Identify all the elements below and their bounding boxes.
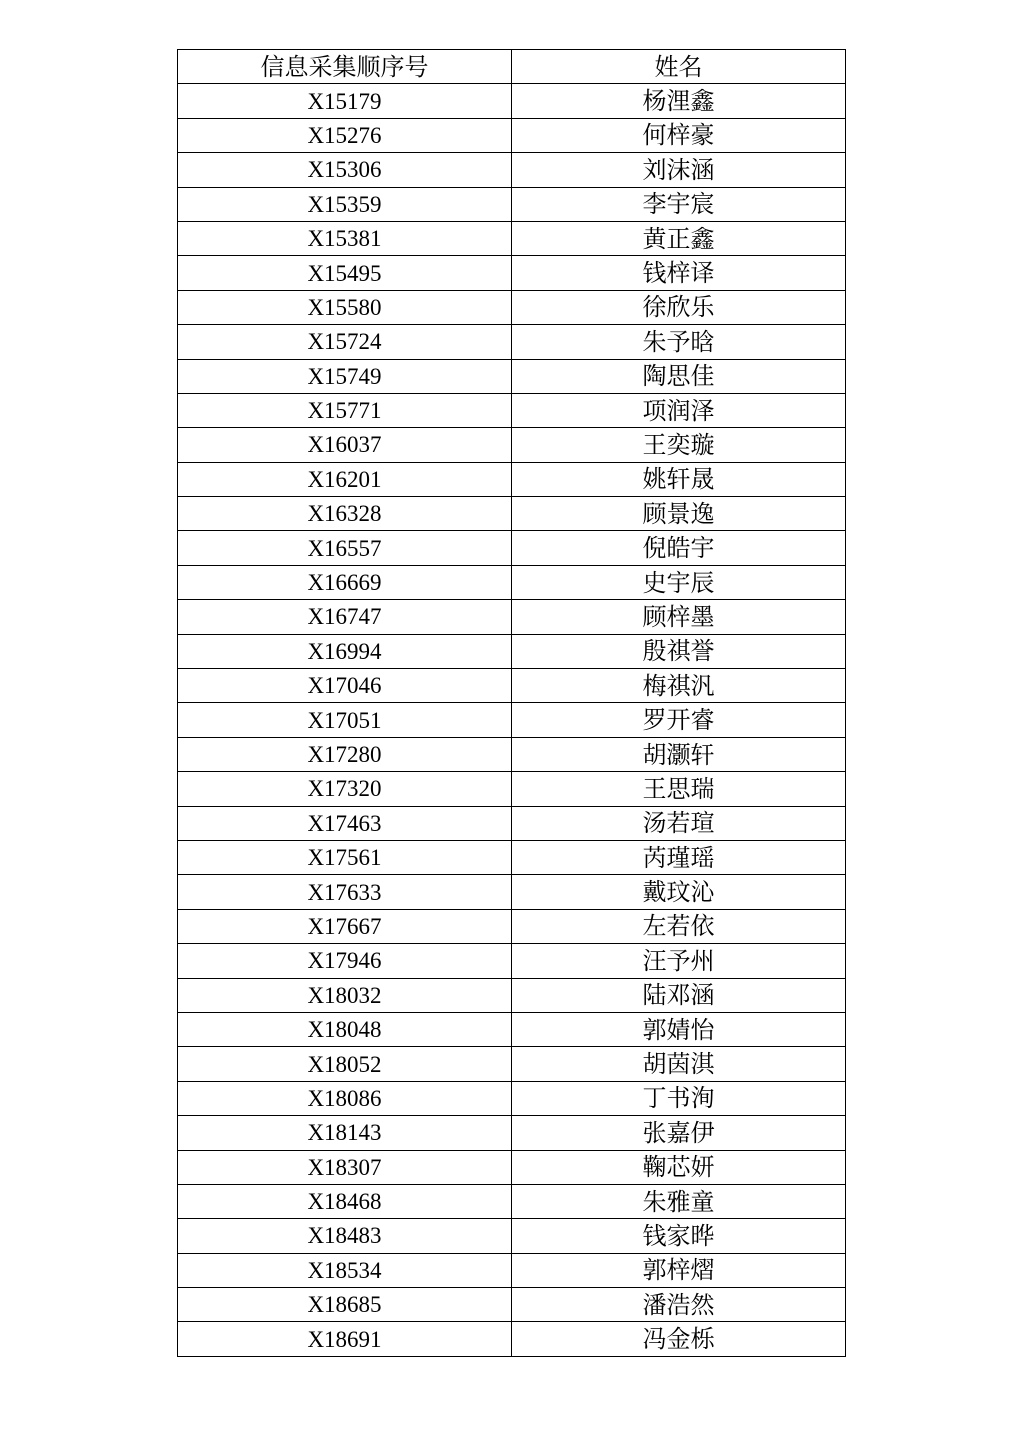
sequence-number-cell: X15306 <box>178 153 512 187</box>
student-name-cell: 钱家晔 <box>512 1219 846 1253</box>
table-row <box>178 1116 846 1150</box>
student-name-cell: 朱雅童 <box>512 1184 846 1218</box>
sequence-number-cell: X18307 <box>178 1150 512 1184</box>
sequence-number-cell: X18086 <box>178 1081 512 1115</box>
sequence-number-cell: X18483 <box>178 1219 512 1253</box>
table-row <box>178 325 846 359</box>
sequence-number-cell: X15381 <box>178 221 512 255</box>
student-name-cell: 郭梓熠 <box>512 1253 846 1287</box>
table-row <box>178 565 846 599</box>
table-row <box>178 772 846 806</box>
student-name-cell: 姚轩晟 <box>512 462 846 496</box>
sequence-number-cell: X17280 <box>178 737 512 771</box>
table-row <box>178 1081 846 1115</box>
student-name-cell: 李宇宸 <box>512 187 846 221</box>
sequence-number-cell: X17946 <box>178 944 512 978</box>
table-row <box>178 153 846 187</box>
sequence-number-cell: X18685 <box>178 1288 512 1322</box>
table-row <box>178 737 846 771</box>
student-name-cell: 顾梓墨 <box>512 600 846 634</box>
student-name-cell: 黄正鑫 <box>512 221 846 255</box>
sequence-number-cell: X15276 <box>178 118 512 152</box>
sequence-number-cell: X17667 <box>178 909 512 943</box>
student-name-cell: 丁书洵 <box>512 1081 846 1115</box>
table-row <box>178 978 846 1012</box>
table-row <box>178 909 846 943</box>
student-name-cell: 项润泽 <box>512 393 846 427</box>
sequence-number-cell: X16994 <box>178 634 512 668</box>
sequence-number-cell: X18032 <box>178 978 512 1012</box>
student-name-cell: 王思瑞 <box>512 772 846 806</box>
student-name-cell: 汤若瑄 <box>512 806 846 840</box>
table-row <box>178 462 846 496</box>
table-row <box>178 1288 846 1322</box>
student-name-cell: 梅祺汎 <box>512 669 846 703</box>
student-name-cell: 史宇辰 <box>512 565 846 599</box>
sequence-number-cell: X15724 <box>178 325 512 359</box>
header-sequence-number: 信息采集顺序号 <box>178 50 512 84</box>
table-row <box>178 428 846 462</box>
sequence-number-cell: X18534 <box>178 1253 512 1287</box>
student-name-cell: 倪皓宇 <box>512 531 846 565</box>
sequence-number-cell: X18143 <box>178 1116 512 1150</box>
student-name-cell: 汪予州 <box>512 944 846 978</box>
table-row <box>178 944 846 978</box>
sequence-number-cell: X18691 <box>178 1322 512 1356</box>
table-row <box>178 84 846 118</box>
student-name-cell: 芮瑾瑶 <box>512 840 846 874</box>
student-name-cell: 何梓豪 <box>512 118 846 152</box>
student-name-cell: 朱予晗 <box>512 325 846 359</box>
table-row <box>178 256 846 290</box>
table-row <box>178 634 846 668</box>
student-name-cell: 胡灏轩 <box>512 737 846 771</box>
table-row <box>178 669 846 703</box>
student-name-cell: 刘沫涵 <box>512 153 846 187</box>
table-header-row <box>178 50 846 84</box>
table-row <box>178 840 846 874</box>
table-row <box>178 359 846 393</box>
sequence-number-cell: X16328 <box>178 497 512 531</box>
table-row <box>178 1219 846 1253</box>
sequence-number-cell: X18468 <box>178 1184 512 1218</box>
student-name-cell: 潘浩然 <box>512 1288 846 1322</box>
student-name-cell: 陆邓涵 <box>512 978 846 1012</box>
student-name-cell: 徐欣乐 <box>512 290 846 324</box>
sequence-number-cell: X18052 <box>178 1047 512 1081</box>
table-row <box>178 875 846 909</box>
table-row <box>178 221 846 255</box>
sequence-number-cell: X17561 <box>178 840 512 874</box>
sequence-number-cell: X17051 <box>178 703 512 737</box>
table-row <box>178 187 846 221</box>
table-row <box>178 497 846 531</box>
student-name-cell: 罗开睿 <box>512 703 846 737</box>
student-name-cell: 钱梓译 <box>512 256 846 290</box>
sequence-number-cell: X15495 <box>178 256 512 290</box>
table-row <box>178 1047 846 1081</box>
header-name: 姓名 <box>512 50 846 84</box>
sequence-number-cell: X15359 <box>178 187 512 221</box>
sequence-number-cell: X15580 <box>178 290 512 324</box>
student-name-cell: 殷祺誉 <box>512 634 846 668</box>
table-row <box>178 118 846 152</box>
table-row <box>178 393 846 427</box>
table-row <box>178 806 846 840</box>
sequence-number-cell: X15771 <box>178 393 512 427</box>
table-row <box>178 1184 846 1218</box>
sequence-number-cell: X17633 <box>178 875 512 909</box>
student-name-cell: 胡茵淇 <box>512 1047 846 1081</box>
table-row <box>178 1012 846 1046</box>
table-body <box>178 84 846 1356</box>
table-row <box>178 290 846 324</box>
student-name-cell: 张嘉伊 <box>512 1116 846 1150</box>
student-name-cell: 戴玟沁 <box>512 875 846 909</box>
table-row <box>178 531 846 565</box>
roster-table <box>177 49 846 1357</box>
table-row <box>178 703 846 737</box>
sequence-number-cell: X15179 <box>178 84 512 118</box>
student-name-cell: 鞠芯妍 <box>512 1150 846 1184</box>
sequence-number-cell: X16747 <box>178 600 512 634</box>
student-name-cell: 杨浬鑫 <box>512 84 846 118</box>
student-name-cell: 王奕璇 <box>512 428 846 462</box>
sequence-number-cell: X17046 <box>178 669 512 703</box>
table-row <box>178 600 846 634</box>
sequence-number-cell: X16669 <box>178 565 512 599</box>
table-row <box>178 1322 846 1356</box>
table-row <box>178 1253 846 1287</box>
sequence-number-cell: X15749 <box>178 359 512 393</box>
student-name-cell: 顾景逸 <box>512 497 846 531</box>
student-name-cell: 左若依 <box>512 909 846 943</box>
student-name-cell: 陶思佳 <box>512 359 846 393</box>
student-name-cell: 冯金栎 <box>512 1322 846 1356</box>
table-row <box>178 1150 846 1184</box>
sequence-number-cell: X16037 <box>178 428 512 462</box>
sequence-number-cell: X18048 <box>178 1012 512 1046</box>
sequence-number-cell: X17463 <box>178 806 512 840</box>
sequence-number-cell: X17320 <box>178 772 512 806</box>
sequence-number-cell: X16557 <box>178 531 512 565</box>
sequence-number-cell: X16201 <box>178 462 512 496</box>
student-name-cell: 郭婧怡 <box>512 1012 846 1046</box>
